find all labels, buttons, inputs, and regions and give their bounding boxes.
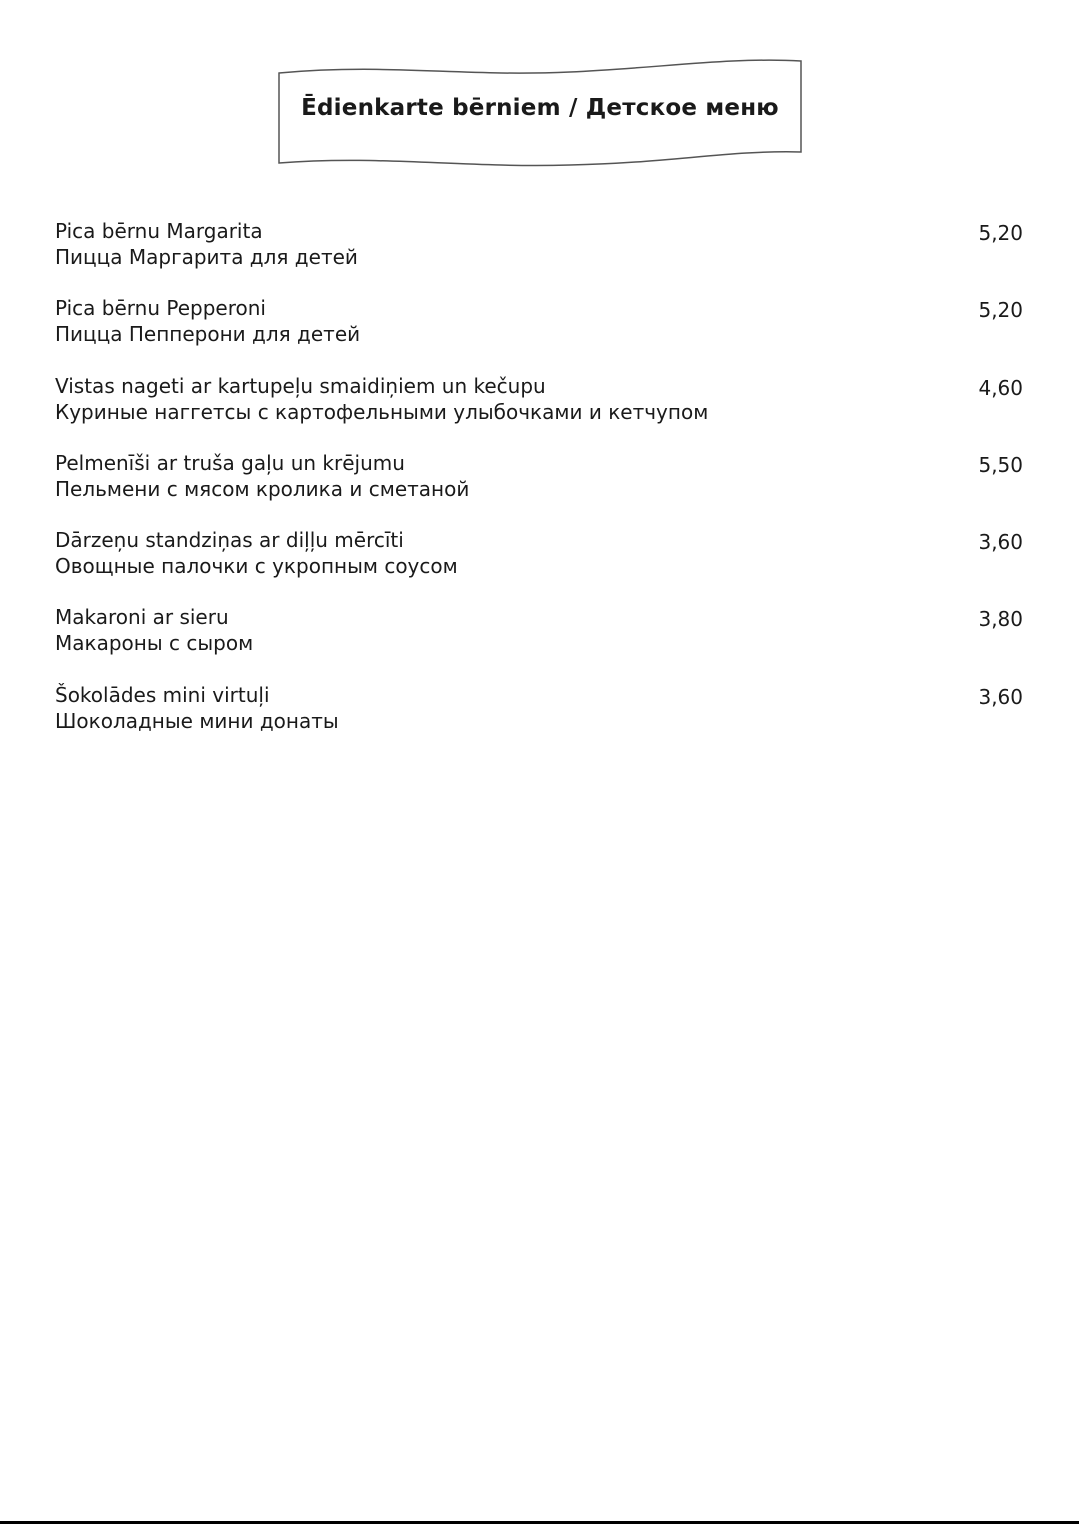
item-name-latvian: Šokolādes mini virtuļi (55, 682, 270, 707)
menu-item (55, 604, 1025, 681)
menu-item (55, 295, 1025, 372)
item-name-latvian: Dārzeņu standziņas ar diļļu mērcīti (55, 528, 404, 553)
item-name-russian: Пицца Пепперони для детей (55, 322, 361, 347)
menu-item (55, 373, 1025, 450)
item-name-latvian: Vistas nageti ar kartupeļu smaidiņiem un kečupu (55, 373, 546, 398)
item-name-russian: Овощные палочки с укропным соусом (55, 554, 458, 579)
item-name-russian: Шоколадные мини донаты (55, 708, 339, 733)
item-name-russian: Пельмени с мясом кролика и сметаной (55, 476, 470, 501)
item-price: 3,60 (978, 684, 1023, 709)
item-name-latvian: Pica bērnu Margarita (55, 219, 263, 243)
item-price: 3,80 (978, 607, 1023, 632)
menu-list (55, 218, 1025, 759)
item-price: 5,20 (978, 298, 1023, 323)
item-price: 5,50 (978, 452, 1023, 477)
menu-item (55, 682, 1025, 759)
item-price: 4,60 (978, 375, 1023, 400)
menu-item (55, 527, 1025, 604)
item-name-latvian: Makaroni ar sieru (55, 605, 229, 630)
item-name-russian: Куриные наггетсы с картофельными улыбочками и кетчупом (55, 399, 709, 424)
item-name-latvian: Pelmenīši ar truša gaļu un krējumu (55, 450, 405, 475)
item-name-latvian: Pica bērnu Pepperoni (55, 296, 266, 321)
item-name-russian: Макароны с сыром (55, 631, 254, 656)
item-price: 3,60 (978, 530, 1023, 555)
menu-item (55, 218, 1025, 295)
item-name-russian: Пицца Маргарита для детей (55, 245, 358, 269)
title-banner (270, 55, 810, 175)
page-title: Ēdienkarte bērniem / Детское меню (301, 95, 779, 121)
menu-item (55, 450, 1025, 527)
item-price: 5,20 (978, 221, 1023, 245)
